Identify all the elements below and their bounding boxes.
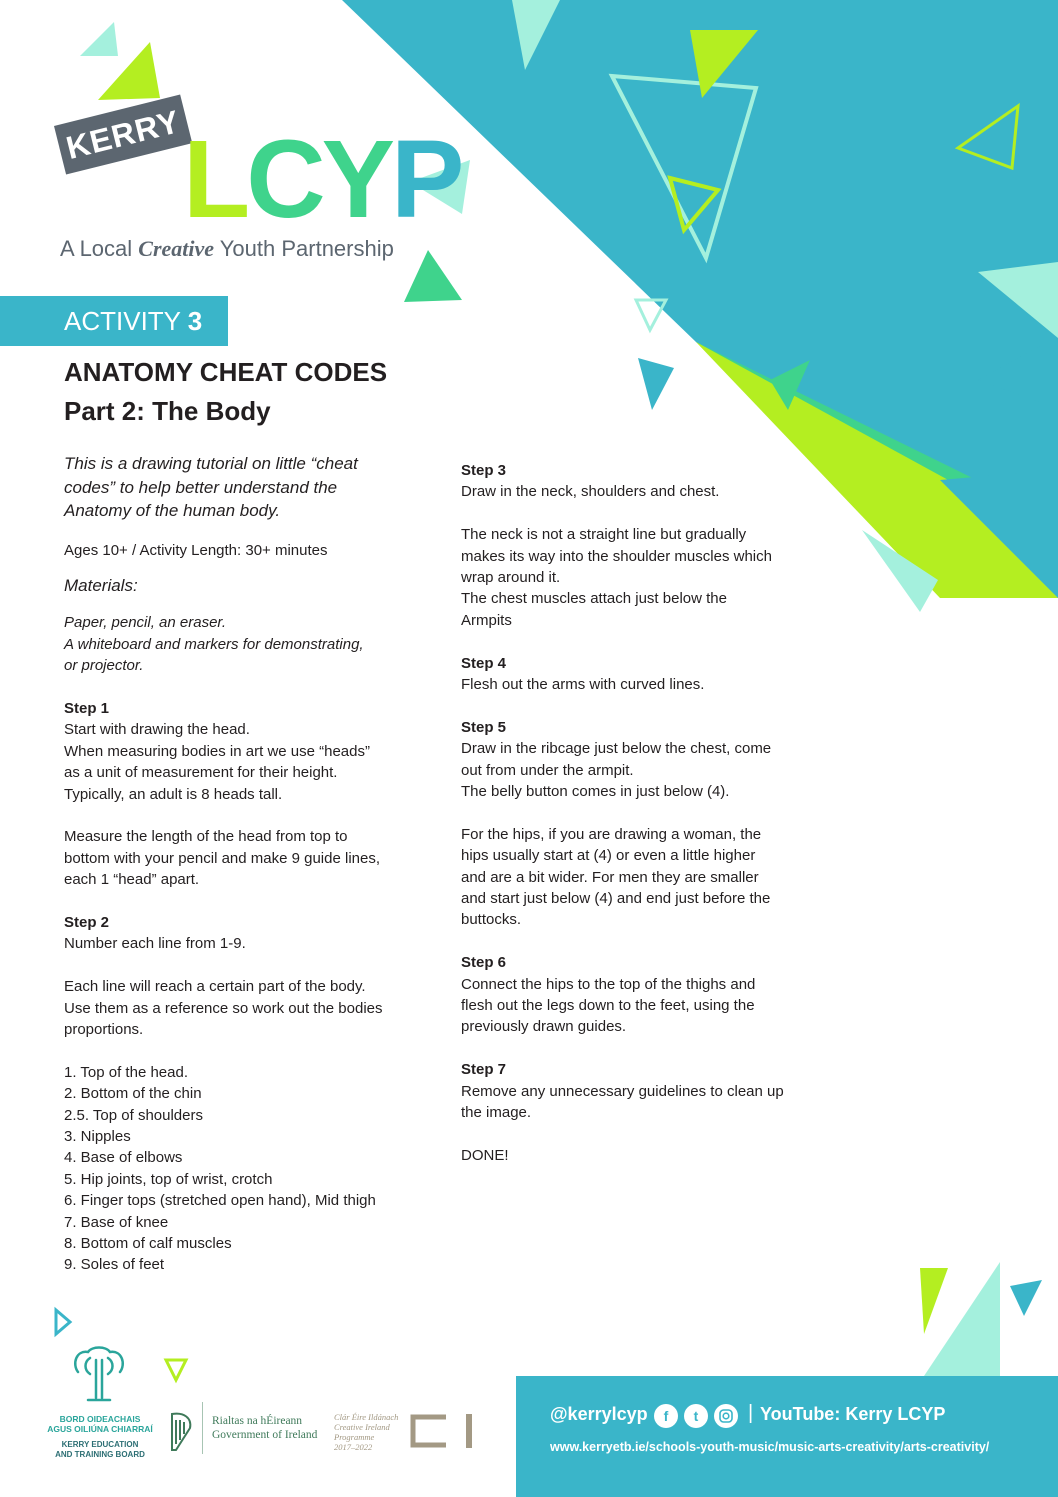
triangle-shape [404, 250, 462, 302]
youtube-link[interactable]: YouTube: Kerry LCYP [760, 1404, 946, 1424]
ci-line: 2017–2022 [334, 1442, 373, 1452]
lcyp-letter-c: C [246, 118, 322, 241]
gov-line: Rialtas na hÉireann [212, 1415, 303, 1427]
twitter-icon[interactable]: t [684, 1404, 708, 1428]
step-5-line: out from under the armpit. [461, 761, 634, 779]
step-5-line: Draw in the ribcage just below the chest, come [461, 740, 772, 758]
footer-bar [516, 1376, 1058, 1497]
right-column [461, 460, 831, 1166]
step-5-line: and are a bit wider. For men they are smaller [461, 868, 759, 886]
materials-line: A whiteboard and markers for demonstrating, [64, 635, 364, 653]
step-1-line: bottom with your pencil and make 9 guide lines, [64, 849, 381, 867]
triangle-shape [1010, 1280, 1042, 1316]
guide-list [64, 1062, 444, 1276]
ci-line: Clár Éire Ildánach [334, 1412, 399, 1422]
step-2-title: Step 2 [64, 913, 110, 931]
done-text: DONE! [461, 1146, 509, 1164]
instagram-glyph [714, 1404, 738, 1428]
step-2-line: Number each line from 1-9. [64, 935, 246, 953]
step-1-line: as a unit of measurement for their height. [64, 764, 338, 782]
step-5-line: buttocks. [461, 911, 522, 929]
list-item: 2. Bottom of the chin [64, 1085, 202, 1103]
creative-ireland-name [334, 1412, 398, 1452]
lcyp-letter-l: L [183, 118, 247, 241]
step-5-title: Step 5 [461, 718, 507, 736]
gov-divider [202, 1402, 203, 1454]
step-6-line: flesh out the legs down to the feet, using the [461, 997, 755, 1015]
intro-line: Anatomy of the human body. [64, 501, 281, 520]
instagram-icon[interactable] [714, 1404, 738, 1428]
materials-line: Paper, pencil, an eraser. [64, 614, 227, 632]
step-7-line: Remove any unnecessary guidelines to clean up [461, 1082, 784, 1100]
step-6-title: Step 6 [461, 954, 507, 972]
etb-irish-name [40, 1414, 160, 1434]
materials-list [64, 612, 444, 676]
step-1-line: Typically, an adult is 8 heads tall. [64, 785, 283, 803]
etb-english-line: AND TRAINING BOARD [55, 1450, 145, 1459]
materials-heading: Materials: [64, 575, 138, 595]
lcyp-logo [183, 118, 461, 241]
etb-irish-line: AGUS OILIÚNA CHIARRAÍ [47, 1424, 153, 1434]
tagline-part: A Local [60, 236, 139, 261]
step-2-line: proportions. [64, 1020, 144, 1038]
step-7-line: the image. [461, 1104, 532, 1122]
step-5-line: The belly button comes in just below (4). [461, 783, 730, 801]
step-1-line: When measuring bodies in art we use “heads” [64, 742, 370, 760]
activity-number: 3 [187, 306, 203, 336]
harp-icon [166, 1410, 196, 1454]
list-item: 4. Base of elbows [64, 1149, 183, 1167]
title-line-2: Part 2: The Body [64, 396, 271, 426]
list-item: 6. Finger tops (stretched open hand), Mid thigh [64, 1192, 376, 1210]
etb-english-name [40, 1440, 160, 1460]
facebook-icon[interactable]: f [654, 1404, 678, 1428]
intro-text [64, 452, 444, 523]
activity-banner [0, 296, 228, 346]
activity-label: ACTIVITY [64, 306, 181, 336]
step-1-line: Start with drawing the head. [64, 721, 250, 739]
lcyp-letter-p: P [391, 118, 461, 241]
step-1-line: Measure the length of the head from top to [64, 828, 348, 846]
materials-line: or projector. [64, 657, 144, 675]
step-6-line: Connect the hips to the top of the thighs and [461, 975, 756, 993]
step-5-line: For the hips, if you are drawing a woman, the [461, 825, 762, 843]
step-4-title: Step 4 [461, 654, 507, 672]
step-3-line: Armpits [461, 611, 512, 629]
government-of-ireland-name [212, 1414, 317, 1442]
ages-and-length: Ages 10+ / Activity Length: 30+ minutes [64, 541, 328, 559]
step-3-line: makes its way into the shoulder muscles which [461, 547, 772, 565]
triangle-outline-shape [56, 1310, 70, 1334]
list-item: 3. Nipples [64, 1127, 131, 1145]
etb-english-line: KERRY EDUCATION [61, 1440, 139, 1449]
page-title [64, 353, 444, 431]
triangle-outline-shape [166, 1360, 186, 1380]
logo-tagline [60, 236, 394, 262]
step-1-title: Step 1 [64, 699, 110, 717]
step-3-line: The neck is not a straight line but gradually [461, 526, 747, 544]
step-1-line: each 1 “head” apart. [64, 871, 200, 889]
step-3-line: The chest muscles attach just below the [461, 590, 727, 608]
step-2-line: Each line will reach a certain part of the body. [64, 978, 366, 996]
ci-line: Programme [334, 1432, 375, 1442]
etb-tree-logo [68, 1344, 130, 1406]
step-3-line: wrap around it. [461, 569, 561, 587]
tagline-emphasis: Creative [138, 236, 215, 261]
website-link[interactable]: www.kerryetb.ie/schools-youth-music/music-arts-creativity/arts-creativity/ [550, 1440, 990, 1454]
list-item: 5. Hip joints, top of wrist, crotch [64, 1170, 273, 1188]
list-item: 7. Base of knee [64, 1213, 169, 1231]
triangle-shape [638, 358, 674, 410]
etb-irish-line: BORD OIDEACHAIS [59, 1414, 141, 1424]
list-item: 1. Top of the head. [64, 1063, 188, 1081]
creative-ireland-logo [410, 1414, 476, 1448]
step-5-line: hips usually start at (4) or even a little higher [461, 847, 756, 865]
list-item: 9. Soles of feet [64, 1256, 165, 1274]
intro-line: This is a drawing tutorial on little “cheat [64, 454, 358, 473]
step-3-title: Step 3 [461, 462, 507, 479]
left-column [64, 452, 444, 1276]
step-4-line: Flesh out the arms with curved lines. [461, 676, 705, 694]
step-2-line: Use them as a reference so work out the bodies [64, 999, 383, 1017]
list-item: 2.5. Top of shoulders [64, 1106, 203, 1124]
triangle-shape [920, 1268, 948, 1334]
kerry-logo-tag: KERRY [54, 95, 192, 175]
lcyp-letter-y: Y [321, 118, 392, 241]
step-6-line: previously drawn guides. [461, 1018, 627, 1036]
ci-line: Creative Ireland [334, 1422, 390, 1432]
step-5-line: and start just below (4) and end just before the [461, 890, 771, 908]
tagline-part: Youth Partnership [214, 236, 394, 261]
intro-line: codes” to help better understand the [64, 477, 338, 497]
footer-separator: | [748, 1402, 754, 1424]
title-line-1: ANATOMY CHEAT CODES [64, 357, 388, 387]
social-handle[interactable]: @kerrylcyp [550, 1404, 648, 1424]
triangle-shape [80, 22, 118, 56]
gov-line: Government of Ireland [212, 1429, 318, 1441]
list-item: 8. Bottom of calf muscles [64, 1235, 232, 1253]
step-7-title: Step 7 [461, 1061, 507, 1079]
step-3-line: Draw in the neck, shoulders and chest. [461, 483, 720, 501]
